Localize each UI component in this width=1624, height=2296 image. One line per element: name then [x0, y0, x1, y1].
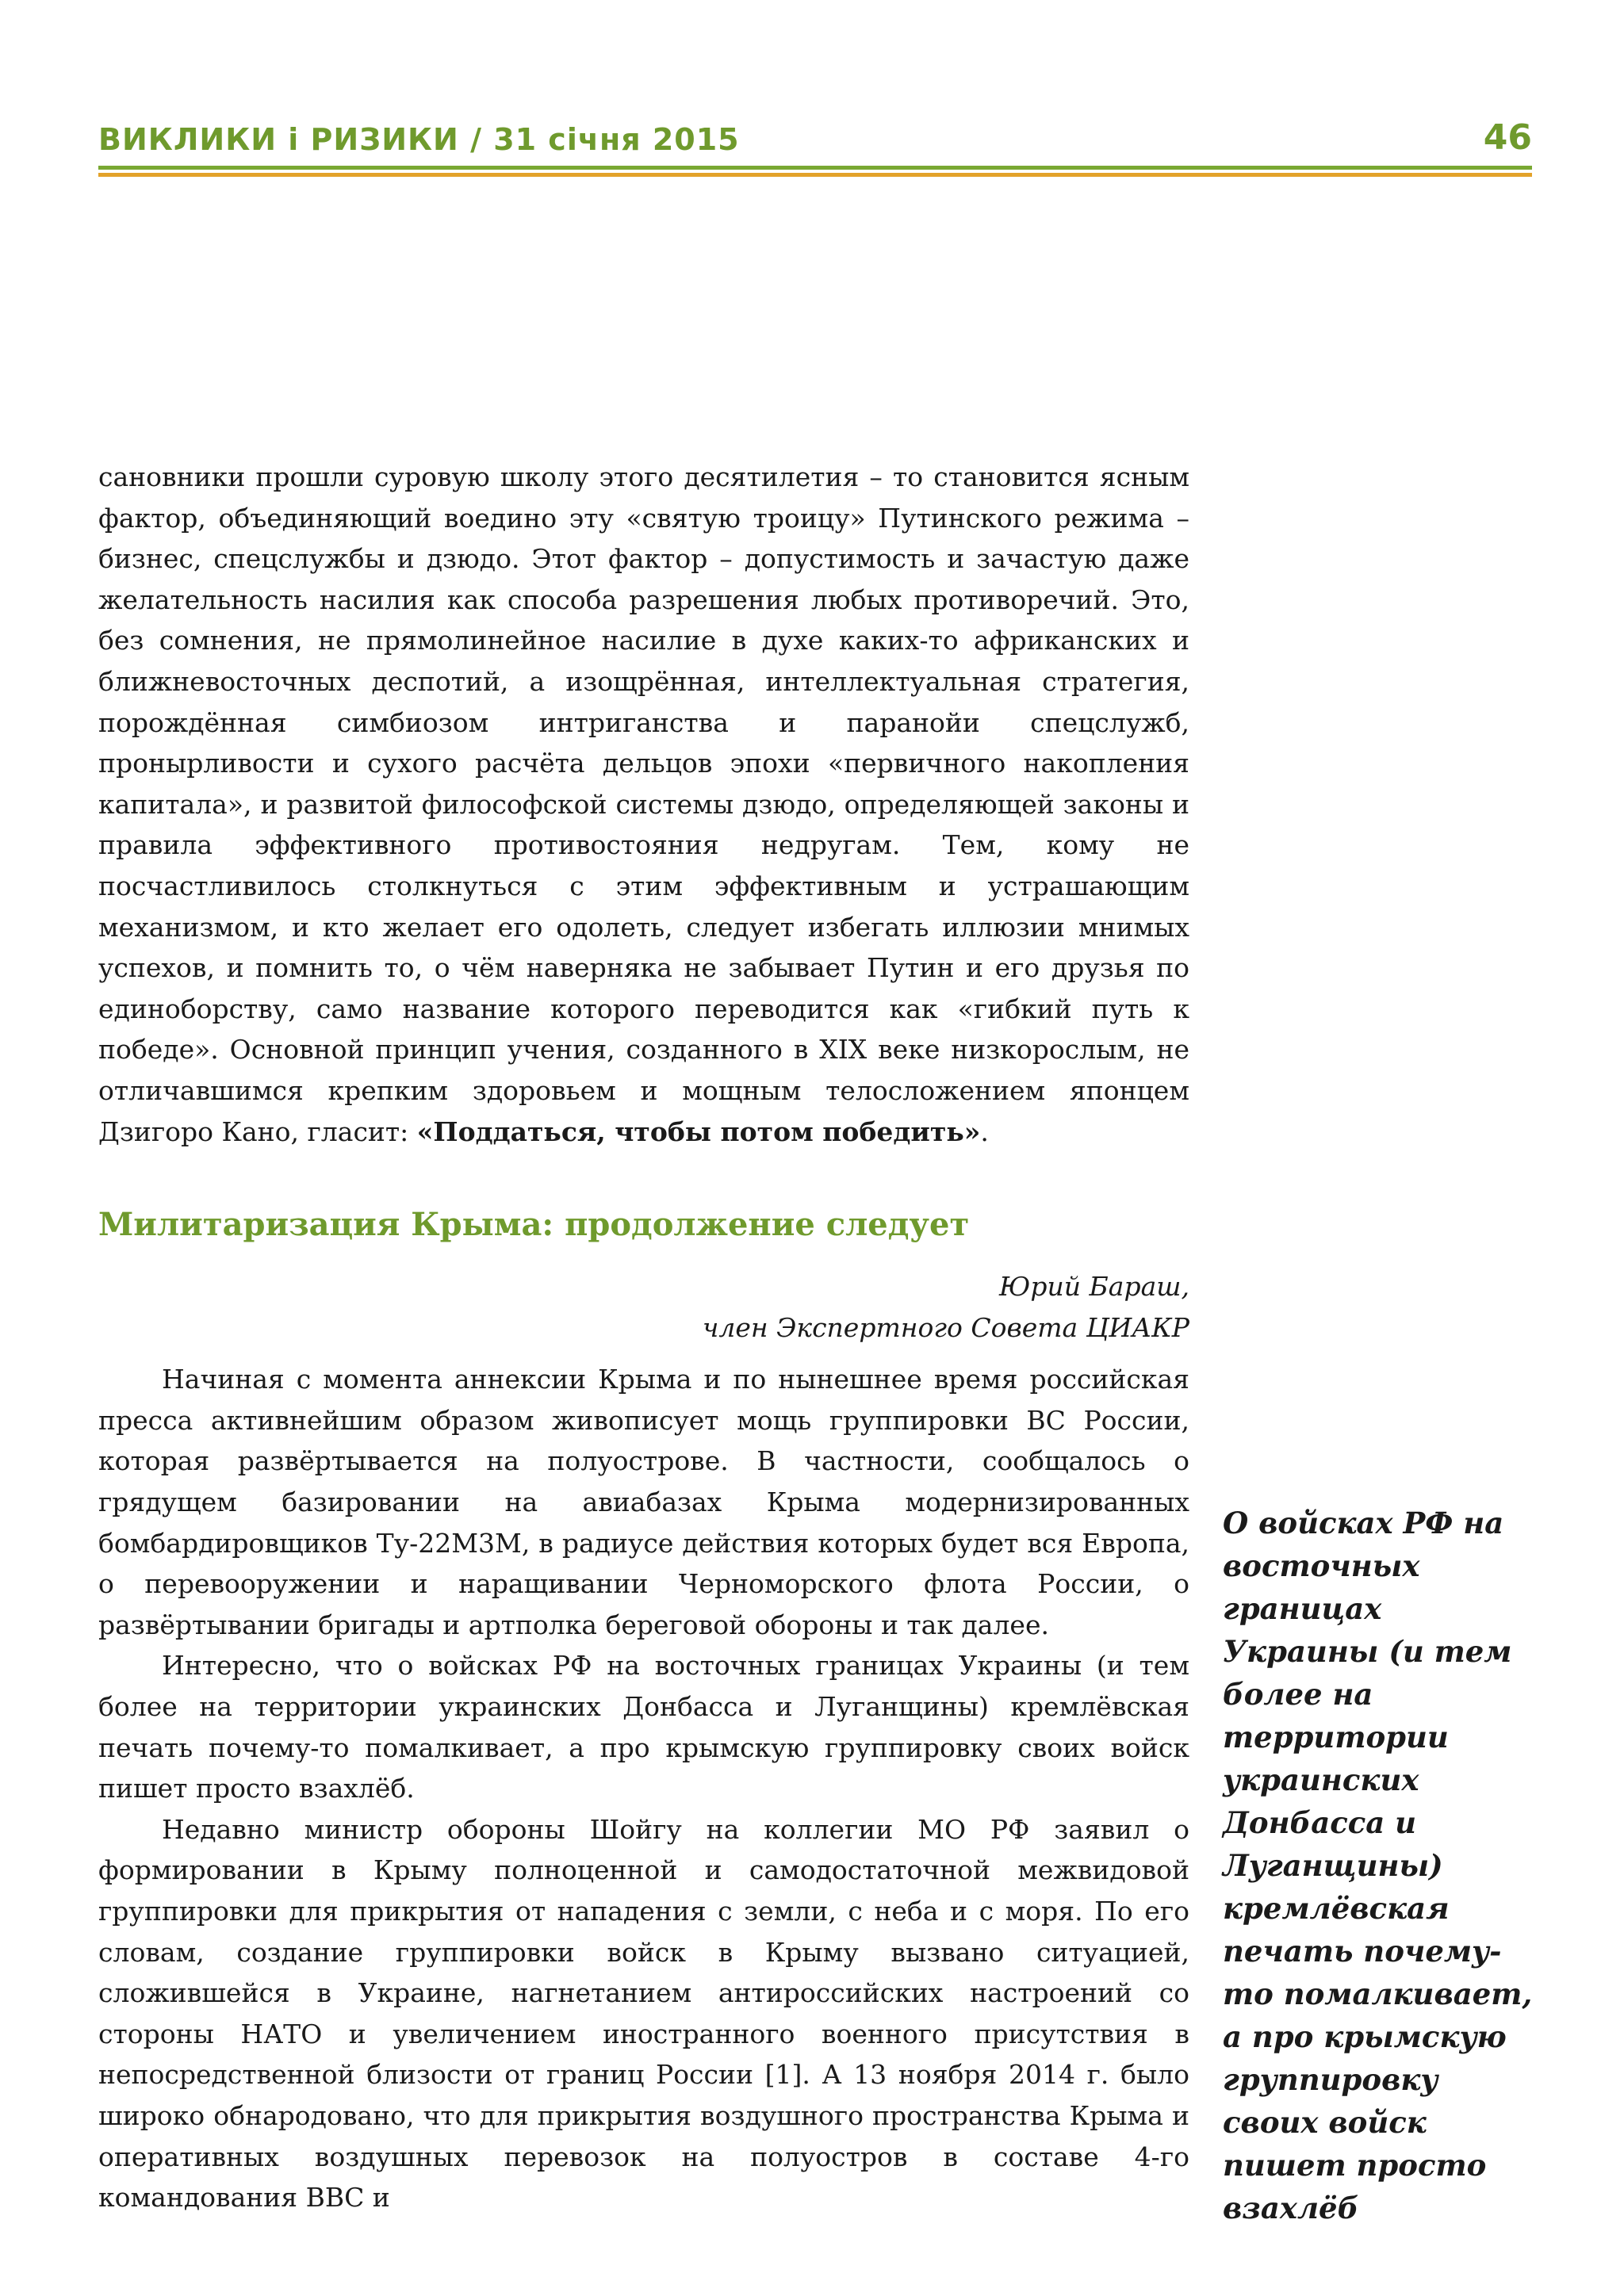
body-paragraph: Интересно, что о войсках РФ на восточных границах Украины (и тем более на территории украинских Донбасса и Луганщины) кремлёвская печать почему-то помалкивает, а про крымскую группировку своих войск пишет просто взахлёб.: [98, 1650, 1189, 1804]
author-name: Юрий Бараш,: [999, 1271, 1189, 1303]
page-number: 46: [1483, 117, 1532, 158]
page-header: [98, 117, 1532, 165]
byline: [98, 1266, 1189, 1348]
body-paragraph: Начиная с момента аннексии Крыма и по нынешнее время российская пресса активнейшим образом живописует мощь группировки ВС России, которая развёртывается на полуострове. В частности, сообщалось о грядущем базировании на авиабазах Крыма модернизированных бомбардировщиков Ту-22М3М, в радиусе действия которых будет вся Европа, о перевооружении и наращивании Черноморского флота России, о развёртывании бригады и артполка береговой обороны и так далее.: [98, 1364, 1189, 1640]
section-title: Милитаризация Крыма: продолжение следует: [98, 1206, 970, 1244]
author-role: член Экспертного Совета ЦИАКР: [702, 1311, 1189, 1343]
body-paragraph: Недавно министр обороны Шойгу на коллегии МО РФ заявил о формировании в Крыму полноценной и самодостаточной межвидовой группировки для прикрытия от нападения с земли, с неба и с моря. По его словам, создание группировки войск в Крыму вызвано ситуацией, сложившейся в Украине, нагнетанием антироссийских настроений со стороны НАТО и увеличением иностранного военного присутствия в непосредственной близости от границ России [1]. А 13 ноября 2014 г. было широко обнародовано, что для прикрытия воздушного пространства Крыма и оперативных воздушных перевозок на полуостров в составе 4-го командования ВВС и: [98, 1813, 1189, 2214]
intro-text: сановники прошли суровую школу этого десятилетия – то становится ясным фактор, объединяющий воедино эту «святую троицу» Путинского режима – бизнес, спецслужбы и дзюдо. Этот фактор – допустимость и зачастую даже желательность насилия как способа разрешения любых противоречий. Это, без сомнения, не прямолинейное насилие в духе каких-то африканских и ближневосточных деспотий, а изощрённая, интеллектуальная стратегия, порождённая симбиозом интриганства и паранойи спецслужб, пронырливости и сухого расчёта дельцов эпохи «первичного накопления капитала», и развитой философской системы дзюдо, определяющей законы и правила эффективного противостояния недругам. Тем, кому не посчастливилось столкнуться с этим эффективным и устрашающим механизмом, и кто желает его одолеть, следует избегать иллюзии мнимых успехов, и помнить то, о чём наверняка не забывает Путин и его друзья по единоборству, само название которого переводится как «гибкий путь к победе». Основной принцип учения, созданного в XIX веке низкорослым, не отличавшимся крепким здоровьем и мощным телосложением японцем Дзигоро Кано, гласит:: [98, 461, 1189, 1147]
header-rule-orange: [98, 173, 1532, 177]
main-column: [98, 457, 1189, 2218]
journal-title: ВИКЛИКИ і РИЗИКИ / 31 січня 2015: [98, 122, 740, 157]
intro-bold-quote: «Поддаться, чтобы потом победить»: [416, 1115, 981, 1147]
header-rule-green: [98, 166, 1532, 170]
intro-end: .: [980, 1115, 989, 1147]
intro-paragraph: [98, 457, 1189, 1152]
pull-quote: О войсках РФ на восточных границах Украины (и тем более на территории украинских Донбасса и Луганщины) кремлёвская печать почему-то помалкивает, а про крымскую группировку своих войск пишет просто взахлёб: [1223, 1506, 1533, 2225]
